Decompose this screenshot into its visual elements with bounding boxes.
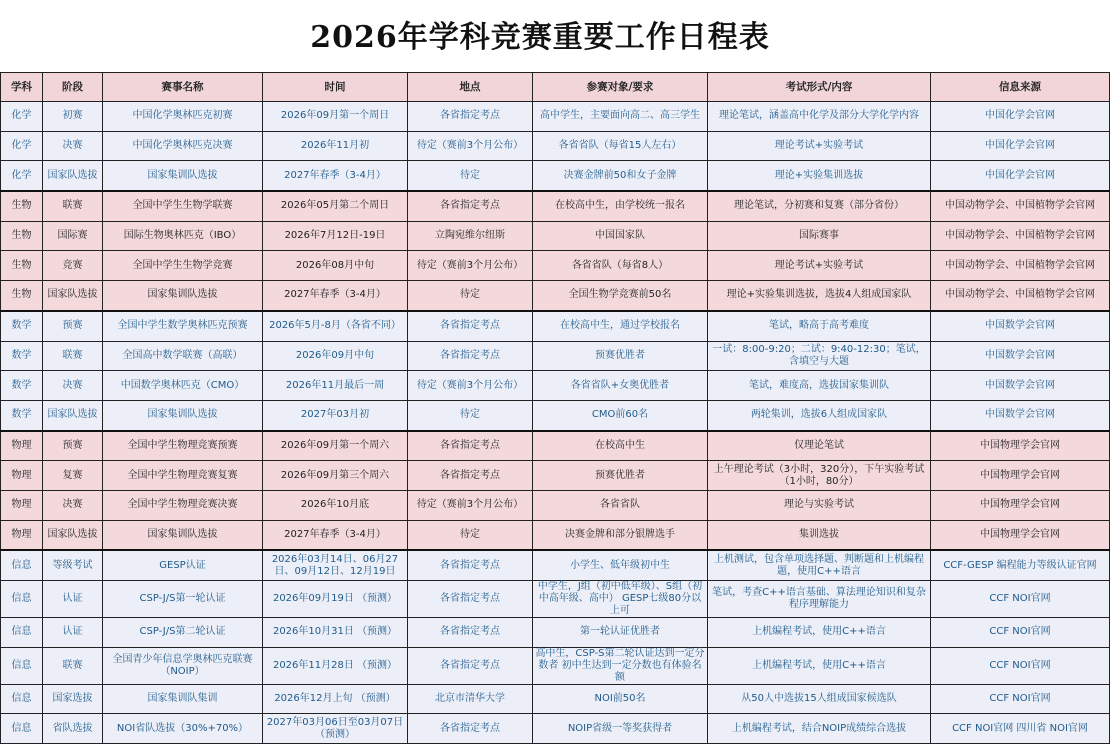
table-cell: 国家集训队选拔 bbox=[103, 400, 263, 430]
table-row bbox=[1, 618, 1110, 648]
table-cell: 省队选拔 bbox=[43, 714, 103, 744]
table-cell: 全国中学生物理竞赛预赛 bbox=[103, 431, 263, 461]
table-cell: 预赛 bbox=[43, 431, 103, 461]
table-cell: NOIP省级一等奖获得者 bbox=[533, 714, 708, 744]
table-cell: 预赛优胜者 bbox=[533, 461, 708, 491]
table-cell: 中国化学会官网 bbox=[931, 161, 1110, 191]
table-cell: 上机编程考试，使用C++语言 bbox=[708, 618, 931, 648]
table-cell: 全国高中数学联赛（高联） bbox=[103, 341, 263, 371]
table-cell: 认证 bbox=[43, 618, 103, 648]
table-cell: 中国动物学会、中国植物学会官网 bbox=[931, 251, 1110, 281]
table-cell: 信息 bbox=[1, 684, 43, 714]
table-cell: 待定（赛前3个月公布） bbox=[408, 371, 533, 401]
column-header: 考试形式/内容 bbox=[708, 73, 931, 102]
table-cell: 2026年09月中旬 bbox=[263, 341, 408, 371]
table-cell: 各省省队（每省15人左右） bbox=[533, 131, 708, 161]
table-cell: 在校高中生，通过学校报名 bbox=[533, 311, 708, 341]
table-cell: 各省指定考点 bbox=[408, 102, 533, 132]
table-cell: 北京市清华大学 bbox=[408, 684, 533, 714]
schedule-table bbox=[0, 72, 1110, 744]
table-cell: 中国动物学会、中国植物学会官网 bbox=[931, 191, 1110, 221]
column-header: 时间 bbox=[263, 73, 408, 102]
table-cell: 信息 bbox=[1, 550, 43, 580]
table-cell: 待定 bbox=[408, 281, 533, 311]
table-row bbox=[1, 251, 1110, 281]
table-cell: CCF NOI官网 bbox=[931, 581, 1110, 618]
table-cell: 联赛 bbox=[43, 647, 103, 684]
column-header: 阶段 bbox=[43, 73, 103, 102]
table-cell: 各省指定考点 bbox=[408, 461, 533, 491]
table-cell: 初赛 bbox=[43, 102, 103, 132]
table-cell: 中国物理学会官网 bbox=[931, 490, 1110, 520]
table-row bbox=[1, 550, 1110, 580]
table-cell: 中国动物学会、中国植物学会官网 bbox=[931, 281, 1110, 311]
table-cell: 各省指定考点 bbox=[408, 431, 533, 461]
table-header bbox=[1, 73, 1110, 102]
table-cell: 中国物理学会官网 bbox=[931, 461, 1110, 491]
column-header: 学科 bbox=[1, 73, 43, 102]
table-cell: 理论与实验考试 bbox=[708, 490, 931, 520]
table-cell: 各省指定考点 bbox=[408, 341, 533, 371]
table-cell: 2026年03月14日、06月27日、09月12日、12月19日 bbox=[263, 550, 408, 580]
table-row bbox=[1, 647, 1110, 684]
table-cell: 高中学生，主要面向高二、高三学生 bbox=[533, 102, 708, 132]
table-cell: 2026年09月第一个周日 bbox=[263, 102, 408, 132]
table-cell: 决赛 bbox=[43, 131, 103, 161]
table-cell: 2026年09月第一个周六 bbox=[263, 431, 408, 461]
table-cell: 中国化学奥林匹克决赛 bbox=[103, 131, 263, 161]
table-cell: 在校高中生 bbox=[533, 431, 708, 461]
table-row bbox=[1, 431, 1110, 461]
table-cell: 2027年03月06日至03月07日（预测） bbox=[263, 714, 408, 744]
table-cell: 中国动物学会、中国植物学会官网 bbox=[931, 221, 1110, 251]
table-cell: 各省指定考点 bbox=[408, 714, 533, 744]
table-cell: 化学 bbox=[1, 161, 43, 191]
table-cell: 联赛 bbox=[43, 191, 103, 221]
table-cell: 上机编程考试，使用C++语言 bbox=[708, 647, 931, 684]
table-cell: 待定 bbox=[408, 520, 533, 550]
table-cell: 2027年03月初 bbox=[263, 400, 408, 430]
table-cell: CMO前60名 bbox=[533, 400, 708, 430]
table-cell: 中国物理学会官网 bbox=[931, 431, 1110, 461]
table-cell: 决赛 bbox=[43, 490, 103, 520]
table-cell: 国家集训队选拔 bbox=[103, 281, 263, 311]
table-cell: 国家集训队选拔 bbox=[103, 520, 263, 550]
table-cell: 物理 bbox=[1, 431, 43, 461]
table-cell: CCF NOI官网 bbox=[931, 684, 1110, 714]
table-cell: 物理 bbox=[1, 490, 43, 520]
table-cell: 理论考试+实验考试 bbox=[708, 251, 931, 281]
table-row bbox=[1, 102, 1110, 132]
column-header: 赛事名称 bbox=[103, 73, 263, 102]
table-cell: CSP-J/S第一轮认证 bbox=[103, 581, 263, 618]
table-cell: 2026年11月初 bbox=[263, 131, 408, 161]
table-cell: 数学 bbox=[1, 371, 43, 401]
table-cell: 国家选拔 bbox=[43, 684, 103, 714]
table-cell: 数学 bbox=[1, 341, 43, 371]
table-cell: 国家集训队集训 bbox=[103, 684, 263, 714]
table-cell: 小学生、低年级初中生 bbox=[533, 550, 708, 580]
table-cell: 国际赛 bbox=[43, 221, 103, 251]
table-cell: 待定（赛前3个月公布） bbox=[408, 131, 533, 161]
table-cell: 信息 bbox=[1, 647, 43, 684]
table-cell: 竞赛 bbox=[43, 251, 103, 281]
table-cell: CSP-J/S第二轮认证 bbox=[103, 618, 263, 648]
table-cell: 中国数学会官网 bbox=[931, 341, 1110, 371]
table-cell: 国家队选拔 bbox=[43, 161, 103, 191]
table-row bbox=[1, 714, 1110, 744]
table-cell: 化学 bbox=[1, 102, 43, 132]
table-cell: 2026年09月第三个周六 bbox=[263, 461, 408, 491]
table-cell: 信息 bbox=[1, 581, 43, 618]
column-header: 信息来源 bbox=[931, 73, 1110, 102]
table-cell: 2027年春季（3-4月） bbox=[263, 520, 408, 550]
table-cell: 预赛优胜者 bbox=[533, 341, 708, 371]
table-cell: 在校高中生，由学校统一报名 bbox=[533, 191, 708, 221]
table-cell: 生物 bbox=[1, 281, 43, 311]
table-cell: 国家集训队选拔 bbox=[103, 161, 263, 191]
table-cell: 待定（赛前3个月公布） bbox=[408, 490, 533, 520]
table-cell: NOI前50名 bbox=[533, 684, 708, 714]
table-cell: 高中生，CSP-S第二轮认证达到一定分数者 初中生达到一定分数也有体验名额 bbox=[533, 647, 708, 684]
table-cell: 中国数学奥林匹克（CMO） bbox=[103, 371, 263, 401]
table-cell: 仅理论笔试 bbox=[708, 431, 931, 461]
table-cell: 2026年10月底 bbox=[263, 490, 408, 520]
table-cell: 全国中学生生物学竞赛 bbox=[103, 251, 263, 281]
table-cell: 上午理论考试（3小时，320分），下午实验考试（1小时，80分） bbox=[708, 461, 931, 491]
table-cell: 2026年09月19日 （预测） bbox=[263, 581, 408, 618]
table-cell: 理论笔试，涵盖高中化学及部分大学化学内容 bbox=[708, 102, 931, 132]
table-cell: 全国中学生生物学联赛 bbox=[103, 191, 263, 221]
table-cell: 笔试，难度高，选拔国家集训队 bbox=[708, 371, 931, 401]
table-cell: 2026年11月最后一周 bbox=[263, 371, 408, 401]
table-cell: 中国国家队 bbox=[533, 221, 708, 251]
table-cell: 物理 bbox=[1, 520, 43, 550]
table-cell: 一试：8:00-9:20；二试：9:40-12:30；笔试，含填空与大题 bbox=[708, 341, 931, 371]
table-cell: 两轮集训，选拔6人组成国家队 bbox=[708, 400, 931, 430]
table-cell: 各省指定考点 bbox=[408, 550, 533, 580]
table-cell: 各省省队 bbox=[533, 490, 708, 520]
table-cell: 上机编程考试，结合NOIP成绩综合选拔 bbox=[708, 714, 931, 744]
table-cell: 生物 bbox=[1, 191, 43, 221]
header-row bbox=[1, 73, 1110, 102]
table-cell: 中国数学会官网 bbox=[931, 311, 1110, 341]
table-cell: 各省省队（每省8人） bbox=[533, 251, 708, 281]
table-cell: 全国中学生物理竞赛复赛 bbox=[103, 461, 263, 491]
table-cell: 从50人中选拔15人组成国家候选队 bbox=[708, 684, 931, 714]
table-cell: 联赛 bbox=[43, 341, 103, 371]
table-cell: 中国物理学会官网 bbox=[931, 520, 1110, 550]
table-cell: 等级考试 bbox=[43, 550, 103, 580]
table-cell: CCF-GESP 编程能力等级认证官网 bbox=[931, 550, 1110, 580]
table-row bbox=[1, 684, 1110, 714]
table-cell: 中国数学会官网 bbox=[931, 371, 1110, 401]
table-cell: 复赛 bbox=[43, 461, 103, 491]
table-cell: 全国青少年信息学奥林匹克联赛（NOIP） bbox=[103, 647, 263, 684]
table-cell: 2027年春季（3-4月） bbox=[263, 161, 408, 191]
table-row bbox=[1, 131, 1110, 161]
table-cell: 化学 bbox=[1, 131, 43, 161]
table-cell: 国家队选拔 bbox=[43, 281, 103, 311]
table-cell: 2026年05月第二个周日 bbox=[263, 191, 408, 221]
table-cell: 各省省队+女奥优胜者 bbox=[533, 371, 708, 401]
table-cell: 立陶宛维尔纽斯 bbox=[408, 221, 533, 251]
table-cell: 理论+实验集训选拔 bbox=[708, 161, 931, 191]
table-cell: 2026年12月上旬 （预测） bbox=[263, 684, 408, 714]
table-row bbox=[1, 311, 1110, 341]
table-row bbox=[1, 400, 1110, 430]
table-row bbox=[1, 341, 1110, 371]
table-cell: 中国化学会官网 bbox=[931, 102, 1110, 132]
table-cell: 2026年08月中旬 bbox=[263, 251, 408, 281]
table-row bbox=[1, 191, 1110, 221]
table-cell: 2026年5月-8月（各省不同） bbox=[263, 311, 408, 341]
table-cell: 中国化学奥林匹克初赛 bbox=[103, 102, 263, 132]
table-cell: 生物 bbox=[1, 251, 43, 281]
table-row bbox=[1, 221, 1110, 251]
table-cell: 集训选拔 bbox=[708, 520, 931, 550]
table-cell: 物理 bbox=[1, 461, 43, 491]
page-title: 2026年学科竞赛重要工作日程表 bbox=[310, 20, 770, 55]
table-cell: 各省指定考点 bbox=[408, 618, 533, 648]
table-cell: 国际赛事 bbox=[708, 221, 931, 251]
table-cell: 笔试，略高于高考难度 bbox=[708, 311, 931, 341]
table-cell: 国家队选拔 bbox=[43, 520, 103, 550]
table-row bbox=[1, 581, 1110, 618]
table-cell: 信息 bbox=[1, 618, 43, 648]
table-cell: 认证 bbox=[43, 581, 103, 618]
table-cell: 待定（赛前3个月公布） bbox=[408, 251, 533, 281]
table-cell: 各省指定考点 bbox=[408, 647, 533, 684]
table-cell: 第一轮认证优胜者 bbox=[533, 618, 708, 648]
table-cell: CCF NOI官网 四川省 NOI官网 bbox=[931, 714, 1110, 744]
table-cell: 理论+实验集训选拔，选拔4人组成国家队 bbox=[708, 281, 931, 311]
table-cell: 预赛 bbox=[43, 311, 103, 341]
table-cell: 中学生，J组（初中低年级）、S组（初中高年级、高中） GESP七级80分以上可 bbox=[533, 581, 708, 618]
table-cell: 国际生物奥林匹克（IBO） bbox=[103, 221, 263, 251]
table-cell: CCF NOI官网 bbox=[931, 618, 1110, 648]
table-cell: 全国中学生数学奥林匹克预赛 bbox=[103, 311, 263, 341]
table-row bbox=[1, 520, 1110, 550]
table-row bbox=[1, 461, 1110, 491]
table-cell: 各省指定考点 bbox=[408, 191, 533, 221]
table-row bbox=[1, 161, 1110, 191]
table-cell: 中国化学会官网 bbox=[931, 131, 1110, 161]
table-cell: 各省指定考点 bbox=[408, 581, 533, 618]
table-cell: 决赛金牌和部分银牌选手 bbox=[533, 520, 708, 550]
table-row bbox=[1, 371, 1110, 401]
table-cell: 全国生物学竞赛前50名 bbox=[533, 281, 708, 311]
table-cell: 2026年10月31日 （预测） bbox=[263, 618, 408, 648]
table-cell: 生物 bbox=[1, 221, 43, 251]
table-cell: 数学 bbox=[1, 311, 43, 341]
table-cell: 2026年11月28日 （预测） bbox=[263, 647, 408, 684]
table-cell: NOI省队选拔（30%+70%） bbox=[103, 714, 263, 744]
table-cell: 待定 bbox=[408, 161, 533, 191]
column-header: 参赛对象/要求 bbox=[533, 73, 708, 102]
column-header: 地点 bbox=[408, 73, 533, 102]
table-cell: 2027年春季（3-4月） bbox=[263, 281, 408, 311]
table-cell: 笔试，考查C++语言基础、算法理论知识和复杂程序理解能力 bbox=[708, 581, 931, 618]
table-cell: 各省指定考点 bbox=[408, 311, 533, 341]
table-cell: CCF NOI官网 bbox=[931, 647, 1110, 684]
table-cell: GESP认证 bbox=[103, 550, 263, 580]
table-cell: 数学 bbox=[1, 400, 43, 430]
table-body bbox=[1, 102, 1110, 744]
table-cell: 理论笔试，分初赛和复赛（部分省份） bbox=[708, 191, 931, 221]
table-cell: 理论考试+实验考试 bbox=[708, 131, 931, 161]
table-row bbox=[1, 490, 1110, 520]
table-cell: 信息 bbox=[1, 714, 43, 744]
table-cell: 中国数学会官网 bbox=[931, 400, 1110, 430]
table-cell: 国家队选拔 bbox=[43, 400, 103, 430]
table-cell: 待定 bbox=[408, 400, 533, 430]
table-cell: 2026年7月12日-19日 bbox=[263, 221, 408, 251]
table-cell: 决赛 bbox=[43, 371, 103, 401]
table-row bbox=[1, 281, 1110, 311]
table-cell: 决赛金牌前50和女子金牌 bbox=[533, 161, 708, 191]
table-cell: 上机测试，包含单项选择题、判断题和上机编程题，使用C++语言 bbox=[708, 550, 931, 580]
table-cell: 全国中学生物理竞赛决赛 bbox=[103, 490, 263, 520]
